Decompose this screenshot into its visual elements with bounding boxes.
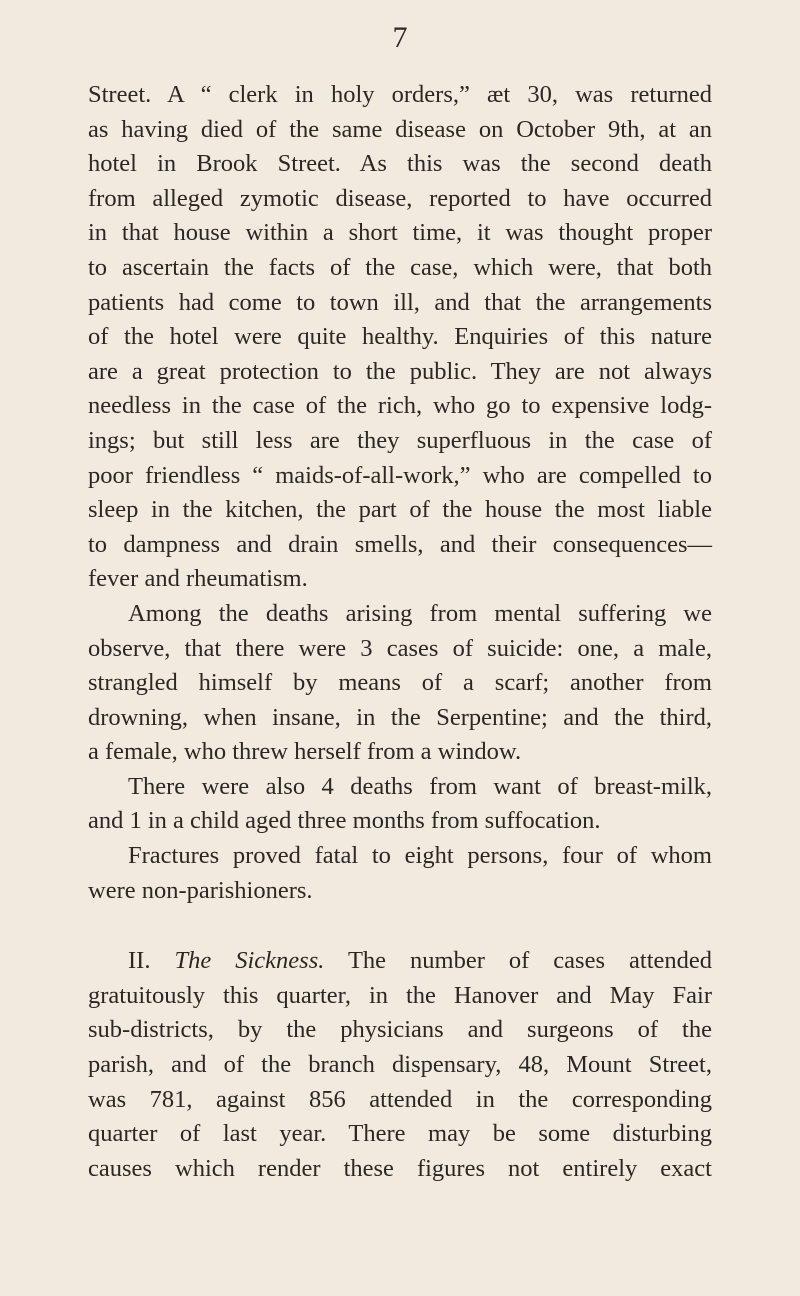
text-line: are a great protection to the public. They are not always <box>88 357 712 385</box>
text-line: There were also 4 deaths from want of breast-milk, <box>128 772 712 800</box>
section-first-line-text: The number of cases attended <box>347 947 712 975</box>
text-line: parish, and of the branch dispensary, 48, Mount Street, <box>88 1051 712 1079</box>
text-line: quarter of last year. There may be some disturbing <box>88 1120 712 1148</box>
text-line: sub-districts, by the physicians and surgeons of the <box>88 1016 712 1044</box>
text-line: a female, who threw herself from a window. <box>88 738 522 766</box>
page-number: 7 <box>392 21 408 54</box>
text-line: in that house within a short time, it was thought proper <box>88 219 712 247</box>
text-line: Among the deaths arising from mental suffering we <box>128 599 712 627</box>
text-line: needless in the case of the rich, who go to expensive lodg- <box>88 392 712 420</box>
paragraph-4 <box>88 839 712 908</box>
text-line: drowning, when insane, in the Serpentine; and the third, <box>88 703 712 731</box>
text-line: hotel in Brook Street. As this was the second death <box>88 150 712 178</box>
section-first-line <box>88 944 712 979</box>
section-heading: The Sickness. <box>174 947 325 975</box>
text-line: of the hotel were quite healthy. Enquiries of this nature <box>88 323 712 351</box>
text-line: sleep in the kitchen, the part of the house the most liable <box>88 496 712 524</box>
text-line: observe, that there were 3 cases of suicide: one, a male, <box>88 634 712 662</box>
text-line: to ascertain the facts of the case, which were, that both <box>88 253 712 281</box>
text-line: ings; but still less are they superfluous in the case of <box>88 426 712 454</box>
text-line: poor friendless “ maids-of-all-work,” who are compelled to <box>88 461 712 489</box>
section-gap <box>88 908 712 944</box>
text-line: as having died of the same disease on October 9th, at an <box>88 115 712 143</box>
paragraph-2 <box>88 597 712 770</box>
text-line: from alleged zymotic disease, reported to have occurred <box>88 184 712 212</box>
section-sickness <box>88 944 712 1186</box>
text-line: Fractures proved fatal to eight persons, four of whom <box>128 842 712 870</box>
text-line: were non-parishioners. <box>88 876 313 904</box>
text-line: Street. A “ clerk in holy orders,” æt 30, was returned <box>88 81 712 108</box>
section-numeral: II. <box>128 947 151 975</box>
text-line: and 1 in a child aged three months from suffocation. <box>88 807 601 835</box>
paragraph-3 <box>88 770 712 839</box>
text-line: to dampness and drain smells, and their consequences— <box>88 530 712 558</box>
body-text <box>88 78 712 1186</box>
text-line: was 781, against 856 attended in the corresponding <box>88 1085 712 1113</box>
text-line: fever and rheumatism. <box>88 565 308 593</box>
text-line: gratuitously this quarter, in the Hanover and May Fair <box>88 981 712 1009</box>
text-line: patients had come to town ill, and that the arrangements <box>88 288 712 316</box>
text-line: causes which render these figures not entirely exact <box>88 1154 712 1182</box>
text-line: strangled himself by means of a scarf; another from <box>88 669 712 697</box>
paragraph-1 <box>88 78 712 597</box>
